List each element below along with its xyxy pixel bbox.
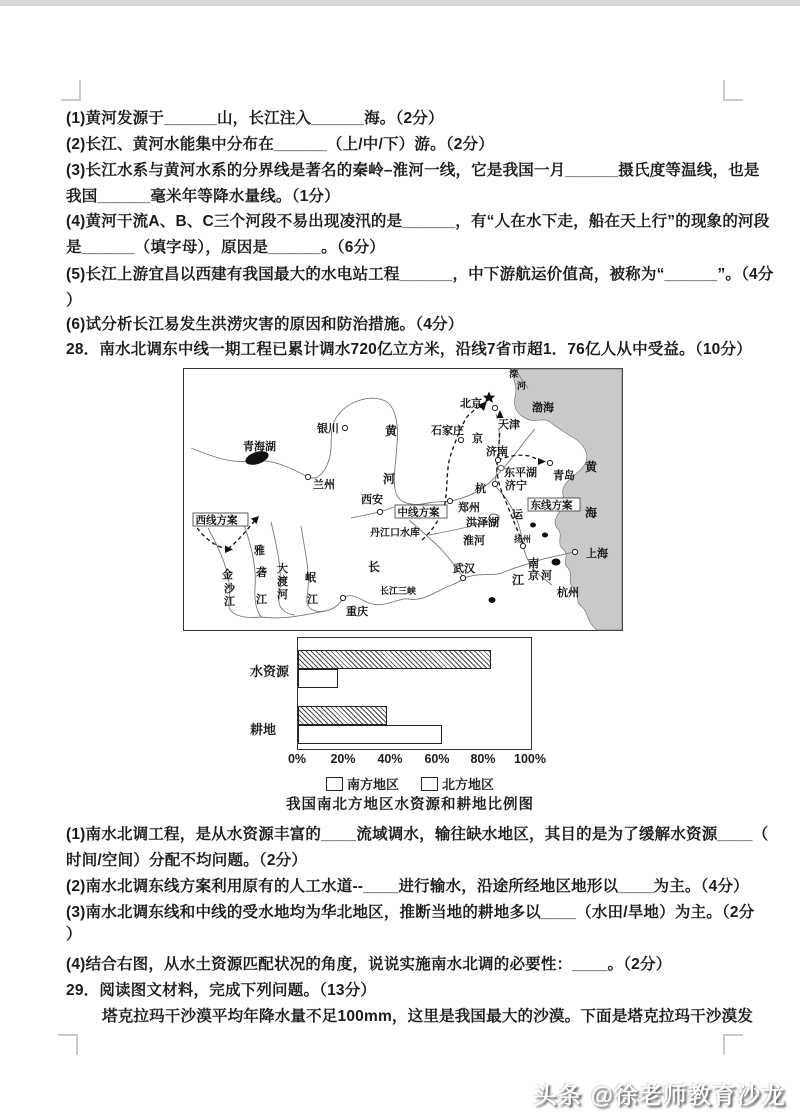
map-label-jinsha-river-3: 江 (224, 596, 235, 608)
city-dot-shanghai (572, 549, 577, 554)
map-label-yalong-river-2: 砻 (256, 567, 267, 579)
chart-figure (250, 634, 570, 814)
map-label-huai-river: 淮河 (463, 535, 485, 547)
map-label-canal-2: 杭 (475, 483, 486, 495)
top-gray-bar (0, 0, 800, 6)
taihu-lake-shape (552, 559, 561, 566)
question-27-4b: 是______（填字母），原因是______。（6分） (66, 239, 385, 256)
map-label-min-river-2: 江 (307, 594, 318, 606)
lake-shape (530, 523, 536, 528)
map-label-three-gorges: 长江三峡 (380, 586, 417, 596)
map-label-dadu-river-2: 渡 (277, 576, 288, 588)
city-dot-xian (377, 509, 382, 514)
map-label-lanzhou: 兰州 (313, 479, 335, 491)
city-dot-zhengzhou (447, 498, 452, 503)
map-label-jining: 济宁 (505, 480, 527, 492)
map-label-middle-route: 中线方案 (397, 506, 440, 519)
map-label-bohai-sea: 渤海 (532, 402, 554, 414)
question-29-stem: 29．阅读图文材料，完成下列问题。（13分） (66, 982, 377, 999)
chart-plot-area (297, 637, 532, 750)
city-dot-lanzhou (305, 474, 310, 479)
question-27-6: (6)试分析长江易发生洪涝灾害的原因和防治措施。（4分） (66, 316, 464, 333)
map-label-nanjing-2: 京 (528, 570, 539, 582)
map-label-yinchuan: 银川 (317, 423, 339, 435)
legend-label-north: 北方地区 (442, 777, 495, 792)
page-margin-mark-top-left (61, 80, 81, 101)
chart-category-farmland: 耕地 (250, 722, 277, 737)
question-27-4a: (4)黄河干流A、B、C三个河段不易出现凌汛的是______，有“人在水下走，船在天上行”的现象的河段 (66, 213, 770, 230)
map-label-xian: 西安 (361, 494, 383, 506)
question-28-3a: (3)南水北调东线和中线的受水地均为华北地区，推断当地的耕地多以____（水田/旱地）为主。（2分 (66, 904, 755, 921)
city-dot-chongqing (340, 595, 345, 600)
x-tick-100: 100% (514, 752, 546, 766)
question-28-1a: (1)南水北调工程，是从水资源丰富的____流域调水，输往缺水地区，其目的是为了缓解水资源____（ (66, 826, 769, 843)
map-label-qinghai-lake: 青海湖 (243, 441, 276, 453)
map-label-canal-1: 京 (472, 433, 483, 445)
question-28-stem: 28．南水北调东中线一期工程已累计调水720亿立方米，沿线7省市超1．76亿人从中受益。（10分） (66, 341, 752, 358)
map-label-canal-3: 运 (512, 509, 523, 521)
map-label-shijiazhuang: 石家庄 (431, 425, 464, 437)
map-label-yellow-river-2: 河 (383, 472, 396, 486)
lake-shape (489, 597, 496, 603)
city-dot-jinan (495, 457, 500, 462)
map-label-beijing: 北京 (460, 398, 482, 410)
bar-south-farmland (298, 706, 387, 725)
map-label-jinsha-river-1: 金 (222, 569, 233, 581)
map-label-yangtze-2: 江 (512, 573, 525, 587)
page-margin-mark-bottom-left (58, 1034, 78, 1055)
map-label-east-route: 东线方案 (530, 499, 573, 512)
map-label-yangtze-1: 长 (368, 560, 381, 574)
x-tick-0: 0% (287, 752, 307, 766)
question-27-5a: (5)长江上游宜昌以西建有我国最大的水电站工程______，中下游航运价值高，被称为“______”。（4分 (66, 266, 774, 283)
map-label-hongze-lake: 洪泽湖 (466, 517, 499, 529)
toutiao-watermark: 头条 @徐老师教育沙龙 (533, 1082, 786, 1108)
question-27-3a: (3)长江水系与黄河水系的分界线是著名的秦岭–淮河一线，它是我国一月______摄氏度等温线，也是 (66, 162, 760, 179)
map-label-wuhan: 武汉 (453, 563, 475, 575)
x-tick-40: 40% (377, 752, 403, 766)
map-figure (183, 368, 623, 631)
chart-title: 我国南北方地区水资源和耕地比例图 (286, 797, 534, 813)
x-tick-80: 80% (470, 752, 496, 766)
question-27-3b: 我国______毫米年等降水量线。（1分） (66, 188, 340, 205)
city-dot-yangzhou (520, 543, 525, 548)
legend-item-south (326, 774, 399, 793)
map-label-luan-river-2: 河 (517, 381, 527, 391)
legend-item-north (421, 774, 494, 793)
bar-south-water (298, 650, 491, 669)
map-label-hangzhou: 杭州 (557, 587, 579, 599)
map-label-jinan: 济南 (486, 446, 508, 458)
question-28-4: (4)结合右图，从水土资源匹配状况的角度，说说实施南水北调的必要性：____。（2分） (66, 956, 672, 973)
city-dot-qingdao (547, 460, 552, 465)
question-27-1: (1)黄河发源于______山，长江注入______海。（2分） (66, 110, 444, 127)
map-label-danjiangkou: 丹江口水库 (370, 528, 420, 539)
bar-north-farmland (298, 725, 442, 744)
city-dot-jining (492, 481, 497, 486)
map-label-jinsha-river-2: 沙 (224, 583, 235, 595)
map-label-yangzhou: 扬州 (514, 534, 532, 544)
map-label-dadu-river-1: 大 (277, 563, 288, 575)
bar-north-water (298, 669, 338, 688)
map-label-nanjing-1: 南 (528, 558, 539, 570)
x-tick-20: 20% (330, 752, 356, 766)
map-label-chongqing: 重庆 (346, 606, 368, 618)
map-label-tianjin: 天津 (498, 419, 520, 431)
page-margin-mark-bottom-right (723, 1034, 743, 1055)
city-dot-shijiazhuang (458, 437, 463, 442)
map-label-yalong-river-3: 江 (256, 594, 267, 606)
chart-category-water: 水资源 (250, 664, 290, 679)
city-dot-beijing (492, 405, 497, 410)
map-label-luan-river-1: 滦 (509, 369, 519, 379)
legend-swatch-south (326, 777, 343, 791)
x-tick-60: 60% (424, 752, 450, 766)
map-label-canal-4: 河 (541, 570, 552, 582)
question-29-intro: 塔克拉玛干沙漠平均年降水量不足100mm，这里是我国最大的沙漠。下面是塔克拉玛干沙漠发 (102, 1008, 754, 1025)
legend-label-south: 南方地区 (346, 777, 399, 792)
question-27-2: (2)长江、黄河水能集中分布在______（上/中/下）游。（2分） (66, 136, 494, 153)
question-28-3b: ） (66, 926, 82, 943)
map-label-qingdao: 青岛 (553, 470, 575, 482)
page-margin-mark-top-right (723, 80, 743, 101)
map-label-min-river-1: 岷 (305, 572, 316, 584)
lake-shape (542, 533, 548, 538)
map-label-dadu-river-3: 河 (277, 589, 288, 601)
city-dot-yinchuan (342, 425, 347, 430)
map-label-dongping-lake: 东平湖 (504, 467, 537, 479)
chart-legend (250, 774, 570, 793)
map-label-yellow-sea-1: 黄 (585, 460, 598, 474)
map-label-yellow-sea-2: 海 (585, 506, 598, 520)
question-28-1b: 时间/空间）分配不均问题。（2分） (66, 852, 308, 869)
question-27-5b: ） (66, 292, 82, 309)
map-label-west-route: 西线方案 (195, 514, 238, 527)
question-28-2: (2)南水北调东线方案利用原有的人工水道--____进行输水，沿途所经地区地形以____为主。（4分） (66, 878, 749, 895)
legend-swatch-north (421, 777, 438, 791)
map-label-yellow-river-1: 黄 (385, 424, 398, 438)
map-label-shanghai: 上海 (586, 548, 608, 560)
city-dot-wuhan (460, 575, 465, 580)
map-label-zhengzhou: 郑州 (458, 502, 480, 514)
map-label-yalong-river-1: 雅 (254, 545, 265, 557)
